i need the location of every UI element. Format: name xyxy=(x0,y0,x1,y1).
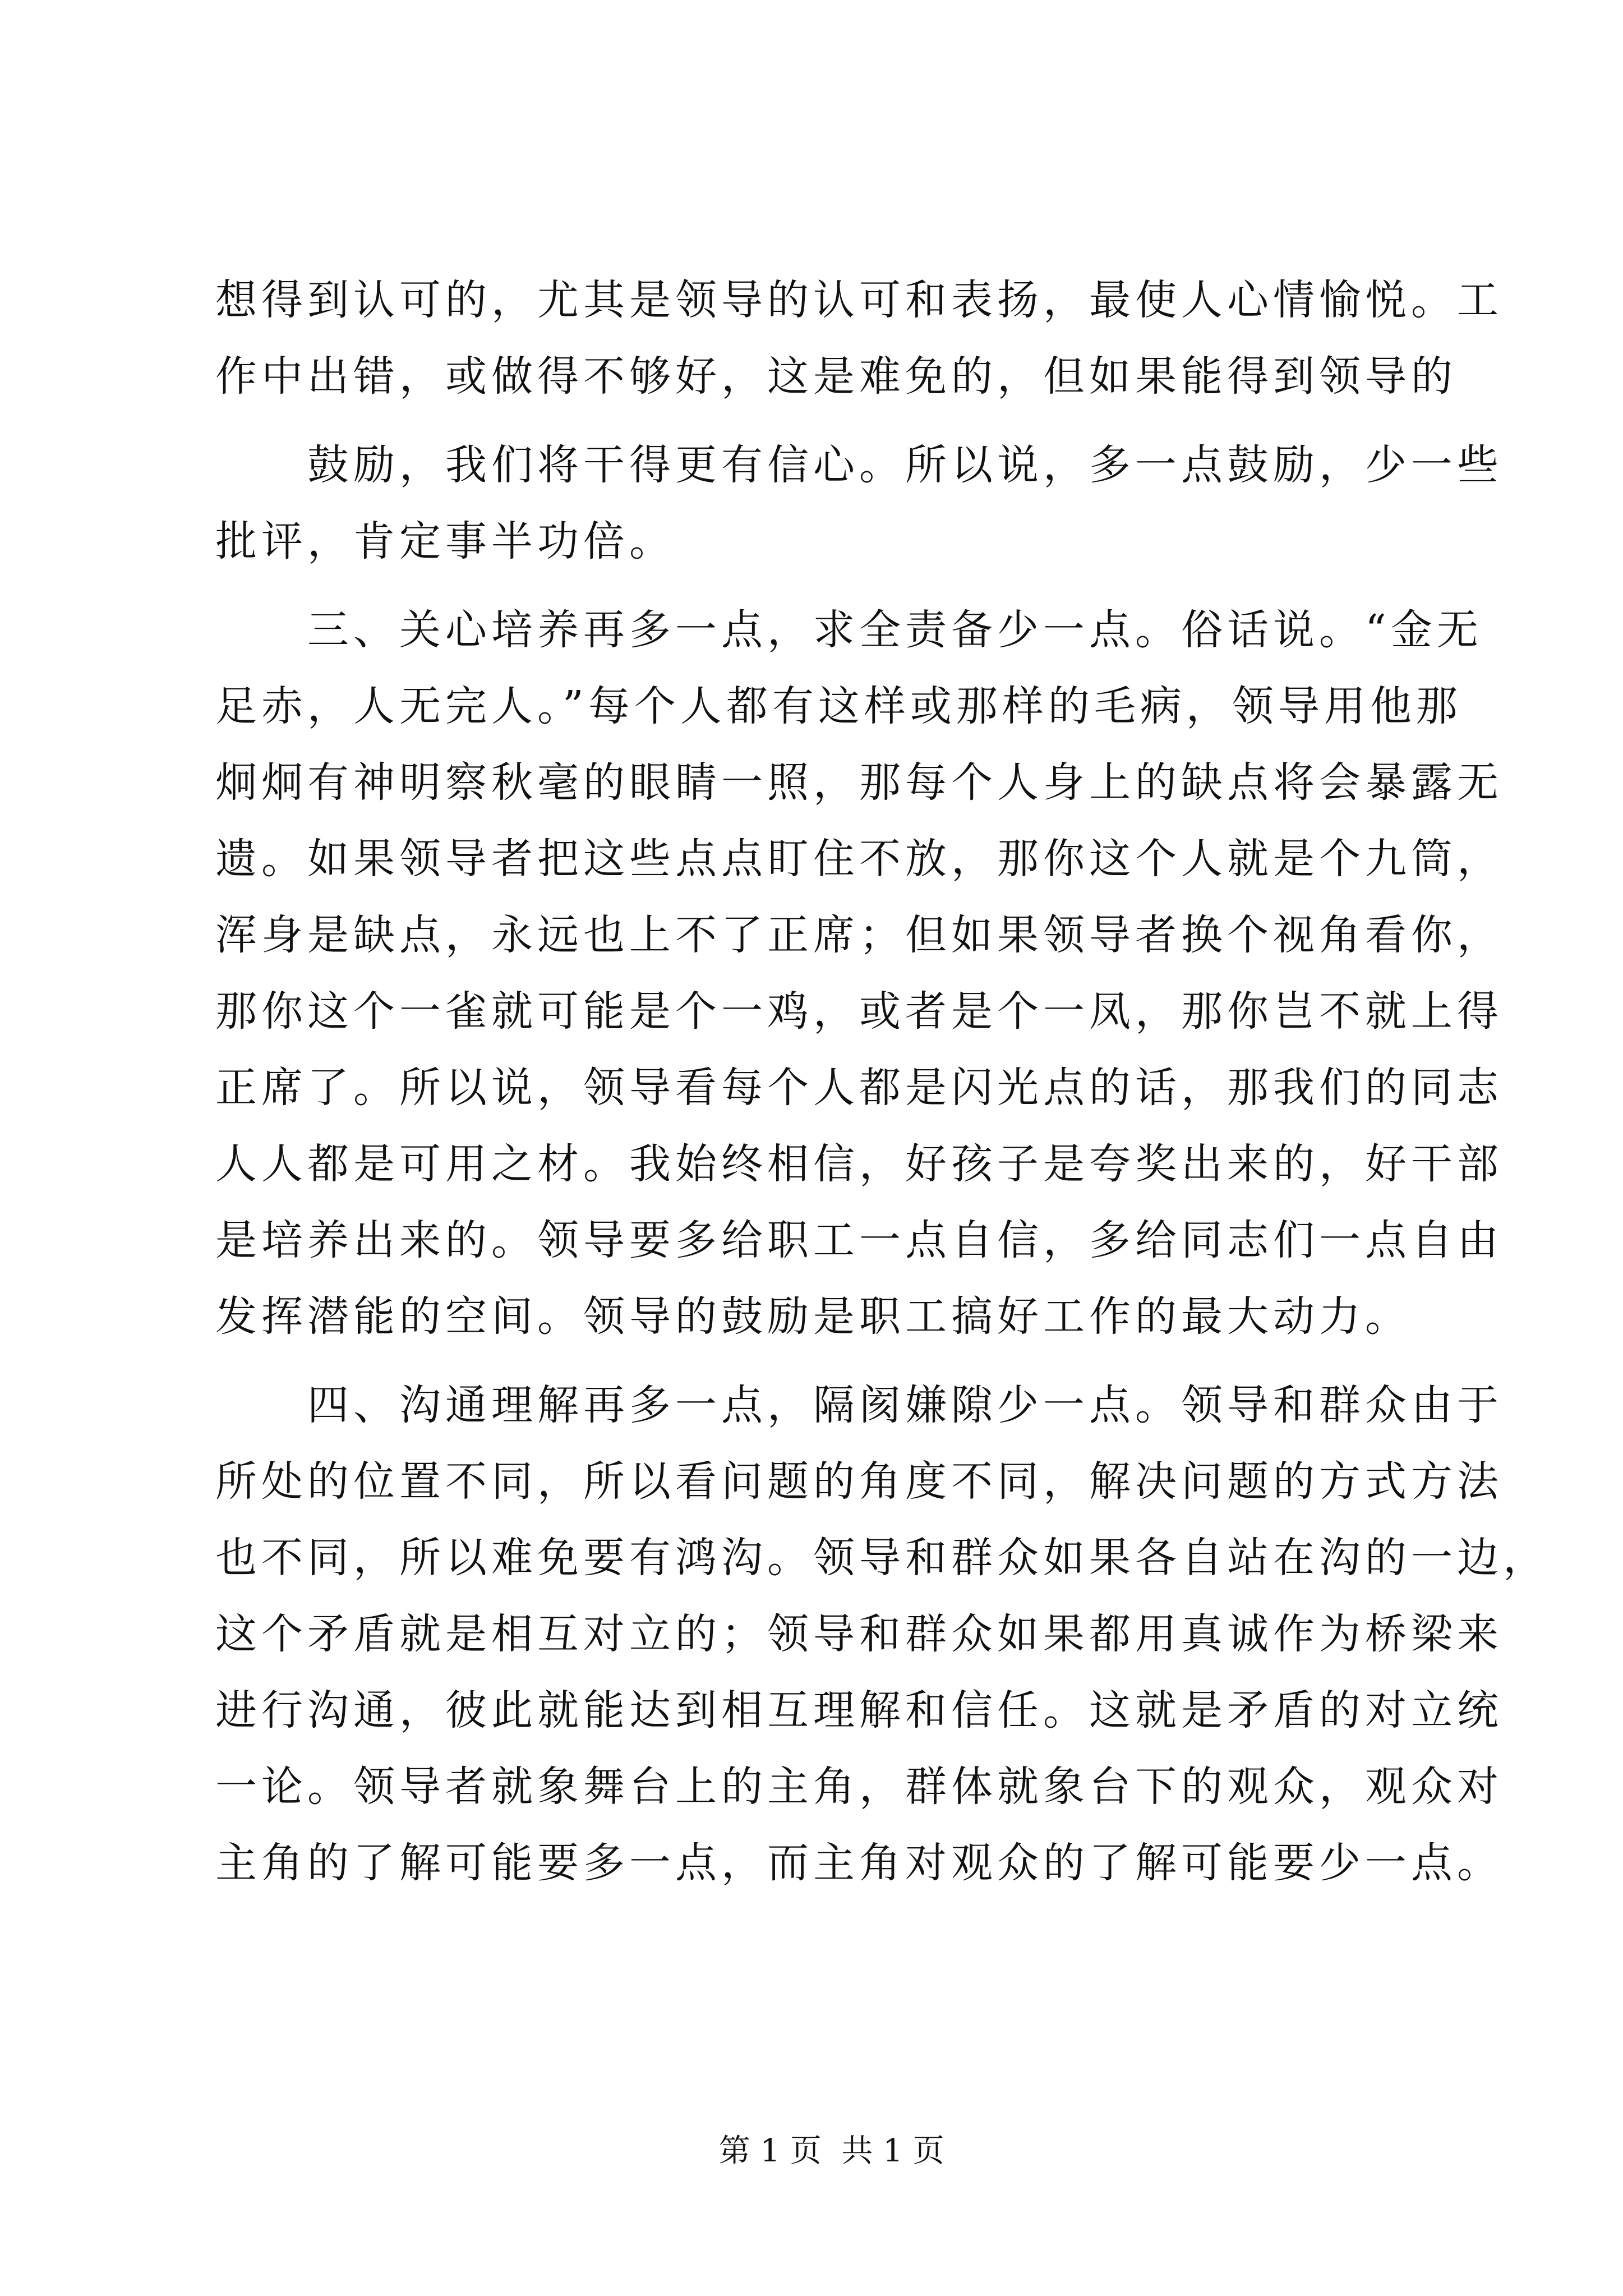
paragraph-3-line-10: 发挥潜能的空间。领导的鼓励是职工搞好工作的最大动力。 xyxy=(215,1292,1411,1341)
paragraph-3-line-9: 是培养出来的。领导要多给职工一点自信，多给同志们一点自由 xyxy=(215,1216,1503,1264)
paragraph-4-line-5: 进行沟通，彼此就能达到相互理解和信任。这就是矛盾的对立统 xyxy=(215,1686,1503,1734)
paragraph-4-line-4: 这个矛盾就是相互对立的；领导和群众如果都用真诚作为桥梁来 xyxy=(215,1610,1503,1658)
paragraph-4-line-2: 所处的位置不同，所以看问题的角度不同，解决问题的方式方法 xyxy=(215,1457,1503,1506)
paragraph-4-line-3: 也不同，所以难免要有鸿沟。领导和群众如果各自站在沟的一边， xyxy=(215,1534,1549,1582)
paragraph-3-line-4: 遗。如果领导者把这些点点盯住不放，那你这个人就是个九筒， xyxy=(215,835,1503,883)
paragraph-3-line-2: 足赤，人无完人。”每个人都有这样或那样的毛病，领导用他那 xyxy=(215,682,1462,730)
paragraph-1-line-2: 作中出错，或做得不够好，这是难免的，但如果能得到领导的 xyxy=(215,352,1457,401)
page-footer xyxy=(0,2084,1623,2219)
paragraph-3-line-6: 那你这个一雀就可能是个一鸡，或者是个一凤，那你岂不就上得 xyxy=(215,987,1503,1036)
paragraph-3-line-8: 人人都是可用之材。我始终相信，好孩子是夸奖出来的，好干部 xyxy=(215,1140,1503,1188)
paragraph-2-line-2: 批评，肯定事半功倍。 xyxy=(215,517,675,565)
paragraph-3-line-1: 三、关心培养再多一点，求全责备少一点。俗话说。“金无 xyxy=(307,606,1483,654)
paragraph-3-line-3: 炯炯有神明察秋毫的眼睛一照，那每个人身上的缺点将会暴露无 xyxy=(215,758,1503,807)
paragraph-1-line-1: 想得到认可的，尤其是领导的认可和表扬，最使人心情愉悦。工 xyxy=(215,276,1503,324)
paragraph-4-line-6: 一论。领导者就象舞台上的主角，群体就象台下的观众，观众对 xyxy=(215,1763,1503,1811)
paragraph-2-line-1: 鼓励，我们将干得更有信心。所以说，多一点鼓励，少一些 xyxy=(307,441,1503,489)
paragraph-4-line-1: 四、沟通理解再多一点，隔阂嫌隙少一点。领导和群众由于 xyxy=(307,1381,1503,1429)
paragraph-4-line-7: 主角的了解可能要多一点，而主角对观众的了解可能要少一点。 xyxy=(215,1839,1503,1887)
paragraph-3-line-7: 正席了。所以说，领导看每个人都是闪光点的话，那我们的同志 xyxy=(215,1064,1503,1112)
page-number-label: 第 1 页 共 1 页 xyxy=(718,2133,944,2169)
paragraph-3-line-5: 浑身是缺点，永远也上不了正席；但如果领导者换个视角看你， xyxy=(215,911,1503,959)
